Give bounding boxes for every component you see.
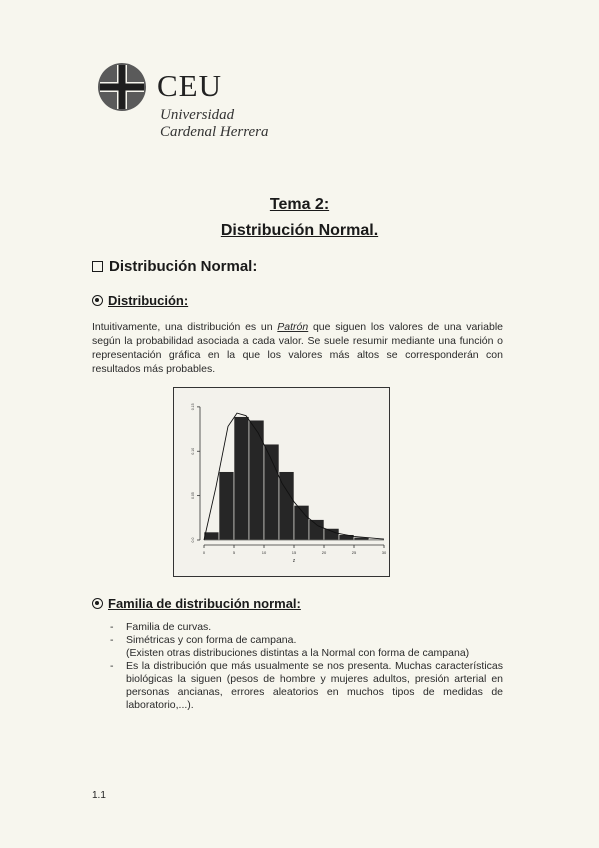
paragraph-text-start: Intuitivamente, una distribución es un — [92, 321, 278, 333]
family-list — [110, 621, 503, 712]
definition-paragraph — [92, 320, 503, 376]
histogram-figure — [173, 387, 390, 577]
logo-line-2: Cardenal Herrera — [160, 124, 269, 140]
checkbox-icon — [92, 261, 103, 272]
histogram-bar — [219, 472, 234, 540]
histogram-bar — [249, 420, 264, 540]
subsection-heading-distribucion — [92, 293, 188, 308]
section-heading — [92, 258, 257, 275]
section-heading-text: Distribución Normal: — [109, 258, 258, 275]
histogram-bar — [234, 417, 249, 540]
logo-line-1: Universidad — [160, 107, 235, 123]
university-logo — [97, 62, 297, 142]
logo-name: CEU — [157, 68, 222, 103]
histogram-bar — [339, 535, 354, 540]
x-tick-label: 25 — [351, 550, 357, 555]
y-tick-label: 0.15 — [191, 403, 195, 411]
x-tick-label: 0 — [202, 550, 206, 555]
list-item: - Es la distribución que más usualmente se nos presenta. Muchas características biológicas la siguen (pesos de hombre y mujeres adultos, presión arterial en personas ancianas, errores aleatorios en muchos tipos de medidas de laboratorio,...). — [110, 660, 503, 712]
histogram-bar — [309, 520, 324, 540]
list-item: - Simétricas y con forma de campana. — [110, 634, 503, 647]
histogram-chart — [174, 388, 389, 576]
x-tick-label: 15 — [291, 550, 297, 555]
logo-subtitle — [160, 107, 268, 141]
x-tick-label: 5 — [232, 550, 236, 555]
y-tick-label: 0.10 — [191, 447, 195, 455]
x-axis-label: z — [292, 558, 296, 564]
cross-logo-icon — [97, 62, 147, 112]
list-item: - Familia de curvas. — [110, 621, 503, 634]
histogram-bar — [324, 528, 339, 540]
page-number: 1.1 — [92, 790, 106, 801]
subsection-heading-familia — [92, 596, 301, 611]
y-tick-label: 0.05 — [191, 492, 195, 500]
page-title-line-2: Distribución Normal. — [220, 222, 379, 239]
histogram-bar — [204, 532, 219, 540]
paragraph-text-end: que siguen los valores de una variable según la probabilidad asociada a cada valor. Se suele resumir mediante una función o representación gráfica en la que los valores más altos se corresponderán con resultados más probables. — [92, 321, 503, 375]
x-tick-label: 20 — [321, 550, 327, 555]
page-title-line-1: Tema 2: — [269, 196, 330, 213]
subsection-heading-text: Familia de distribución normal: — [108, 596, 301, 611]
x-tick-label: 30 — [381, 550, 387, 555]
y-tick-label: 0.0 — [191, 537, 195, 543]
bullet-circle-icon — [92, 295, 103, 306]
paragraph-emphasis: Patrón — [277, 321, 309, 333]
x-tick-label: 10 — [261, 550, 267, 555]
histogram-bar — [264, 444, 279, 540]
list-item: (Existen otras distribuciones distintas a la Normal con forma de campana) — [126, 647, 470, 659]
bullet-circle-icon — [92, 598, 103, 609]
subsection-heading-text: Distribución: — [108, 293, 189, 308]
